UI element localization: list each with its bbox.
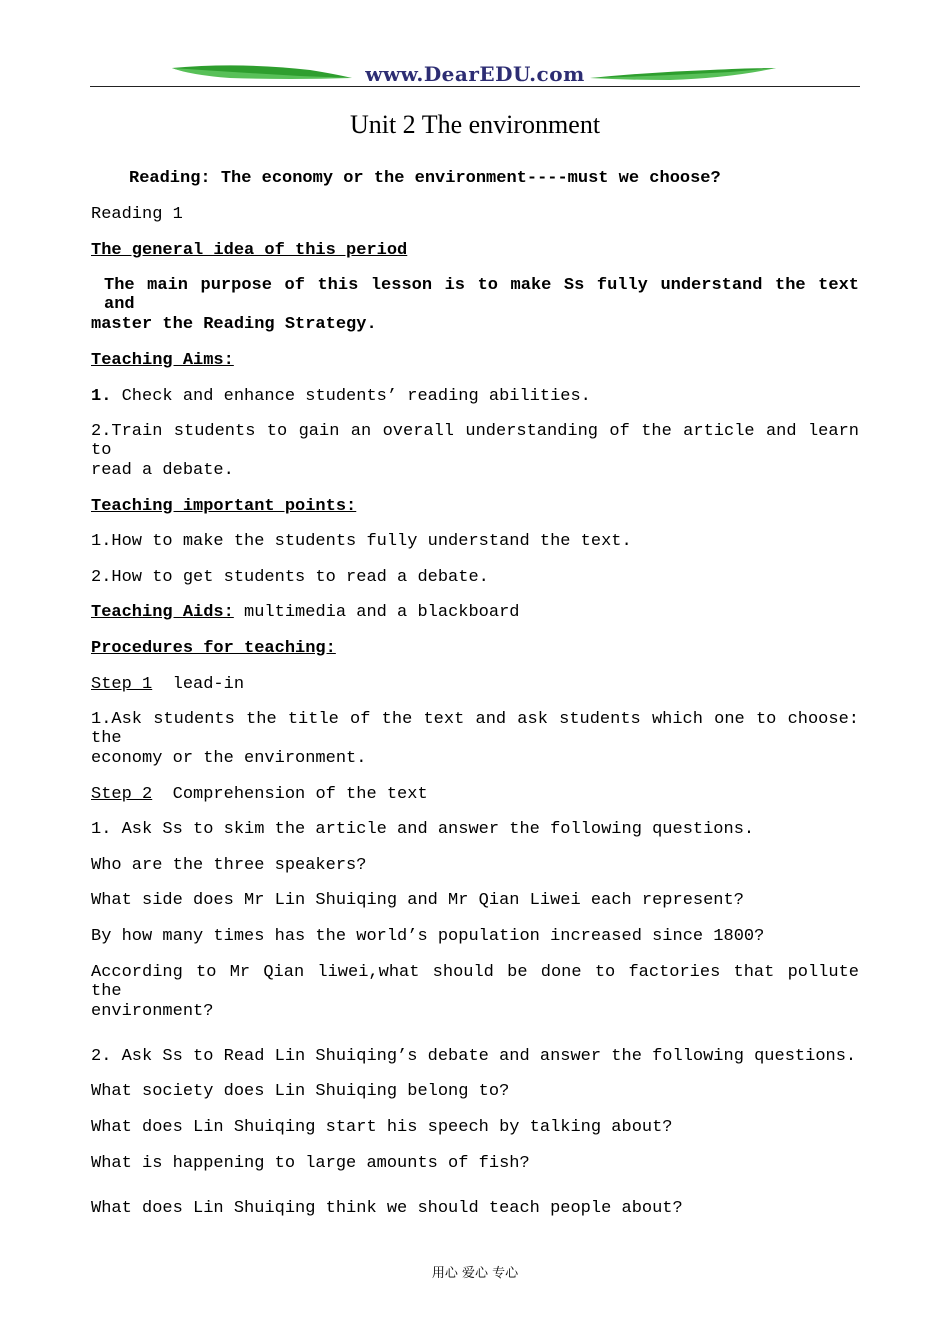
aim-1-number: 1. <box>91 387 112 406</box>
general-idea-line-1: The main purpose of this lesson is to make Ss fully understand the text and <box>104 276 859 314</box>
question-1d-line-1: According to Mr Qian liwei,what should be done to factories that pollute the <box>91 963 859 1001</box>
point-2: 2.How to get students to read a debate. <box>91 568 489 587</box>
question-1b: What side does Mr Lin Shuiqing and Mr Qian Liwei each represent? <box>91 891 744 910</box>
step-1-text: lead-in <box>172 675 245 694</box>
step-2-text: Comprehension of the text <box>172 785 428 804</box>
question-2b: What does Lin Shuiqing start his speech by talking about? <box>91 1118 673 1137</box>
general-idea-line-2: master the Reading Strategy. <box>91 315 377 334</box>
aim-1 <box>91 387 591 406</box>
question-1a: Who are the three speakers? <box>91 856 367 875</box>
aim-2-line-1: 2.Train students to gain an overall understanding of the article and learn to <box>91 422 859 460</box>
teaching-aids-heading: Teaching Aids: <box>91 603 234 622</box>
procedures-heading: Procedures for teaching: <box>91 639 336 658</box>
question-set-1-intro: 1. Ask Ss to skim the article and answer the following questions. <box>91 820 755 839</box>
site-logo-text: www.DearEDU.com <box>365 62 585 86</box>
important-points-heading: Teaching important points: <box>91 497 357 516</box>
general-idea-heading: The general idea of this period <box>91 241 408 260</box>
question-2c: What is happening to large amounts of fish? <box>91 1154 530 1173</box>
question-2d: What does Lin Shuiqing think we should teach people about? <box>91 1199 683 1218</box>
teaching-aids <box>91 603 519 622</box>
aim-1-text: Check and enhance students’ reading abilities. <box>121 387 591 406</box>
site-banner <box>90 60 860 90</box>
question-1c: By how many times has the world’s population increased since 1800? <box>91 927 765 946</box>
point-1: 1.How to make the students fully understand the text. <box>91 532 632 551</box>
question-1d-line-2: environment? <box>91 1002 214 1021</box>
question-set-2-intro: 2. Ask Ss to Read Lin Shuiqing’s debate and answer the following questions. <box>91 1047 857 1066</box>
step-1-label: Step 1 <box>91 675 153 694</box>
reading-subtitle: Reading: The economy or the environment----must we choose? <box>129 169 721 188</box>
step-1 <box>91 675 244 694</box>
question-2a: What society does Lin Shuiqing belong to? <box>91 1082 510 1101</box>
teaching-aids-text: multimedia and a blackboard <box>244 603 520 622</box>
aim-2-line-2: read a debate. <box>91 461 234 480</box>
header-rule <box>90 86 860 87</box>
step-2 <box>91 785 428 804</box>
step-2-label: Step 2 <box>91 785 153 804</box>
step-1-item-line-2: economy or the environment. <box>91 749 367 768</box>
teaching-aims-heading: Teaching Aims: <box>91 351 234 370</box>
section-reading-1: Reading 1 <box>91 205 183 224</box>
page-footer: 用心 爱心 专心 <box>431 1266 519 1281</box>
step-1-item-line-1: 1.Ask students the title of the text and ask students which one to choose: the <box>91 710 859 748</box>
document-title: Unit 2 The environment <box>349 110 601 139</box>
